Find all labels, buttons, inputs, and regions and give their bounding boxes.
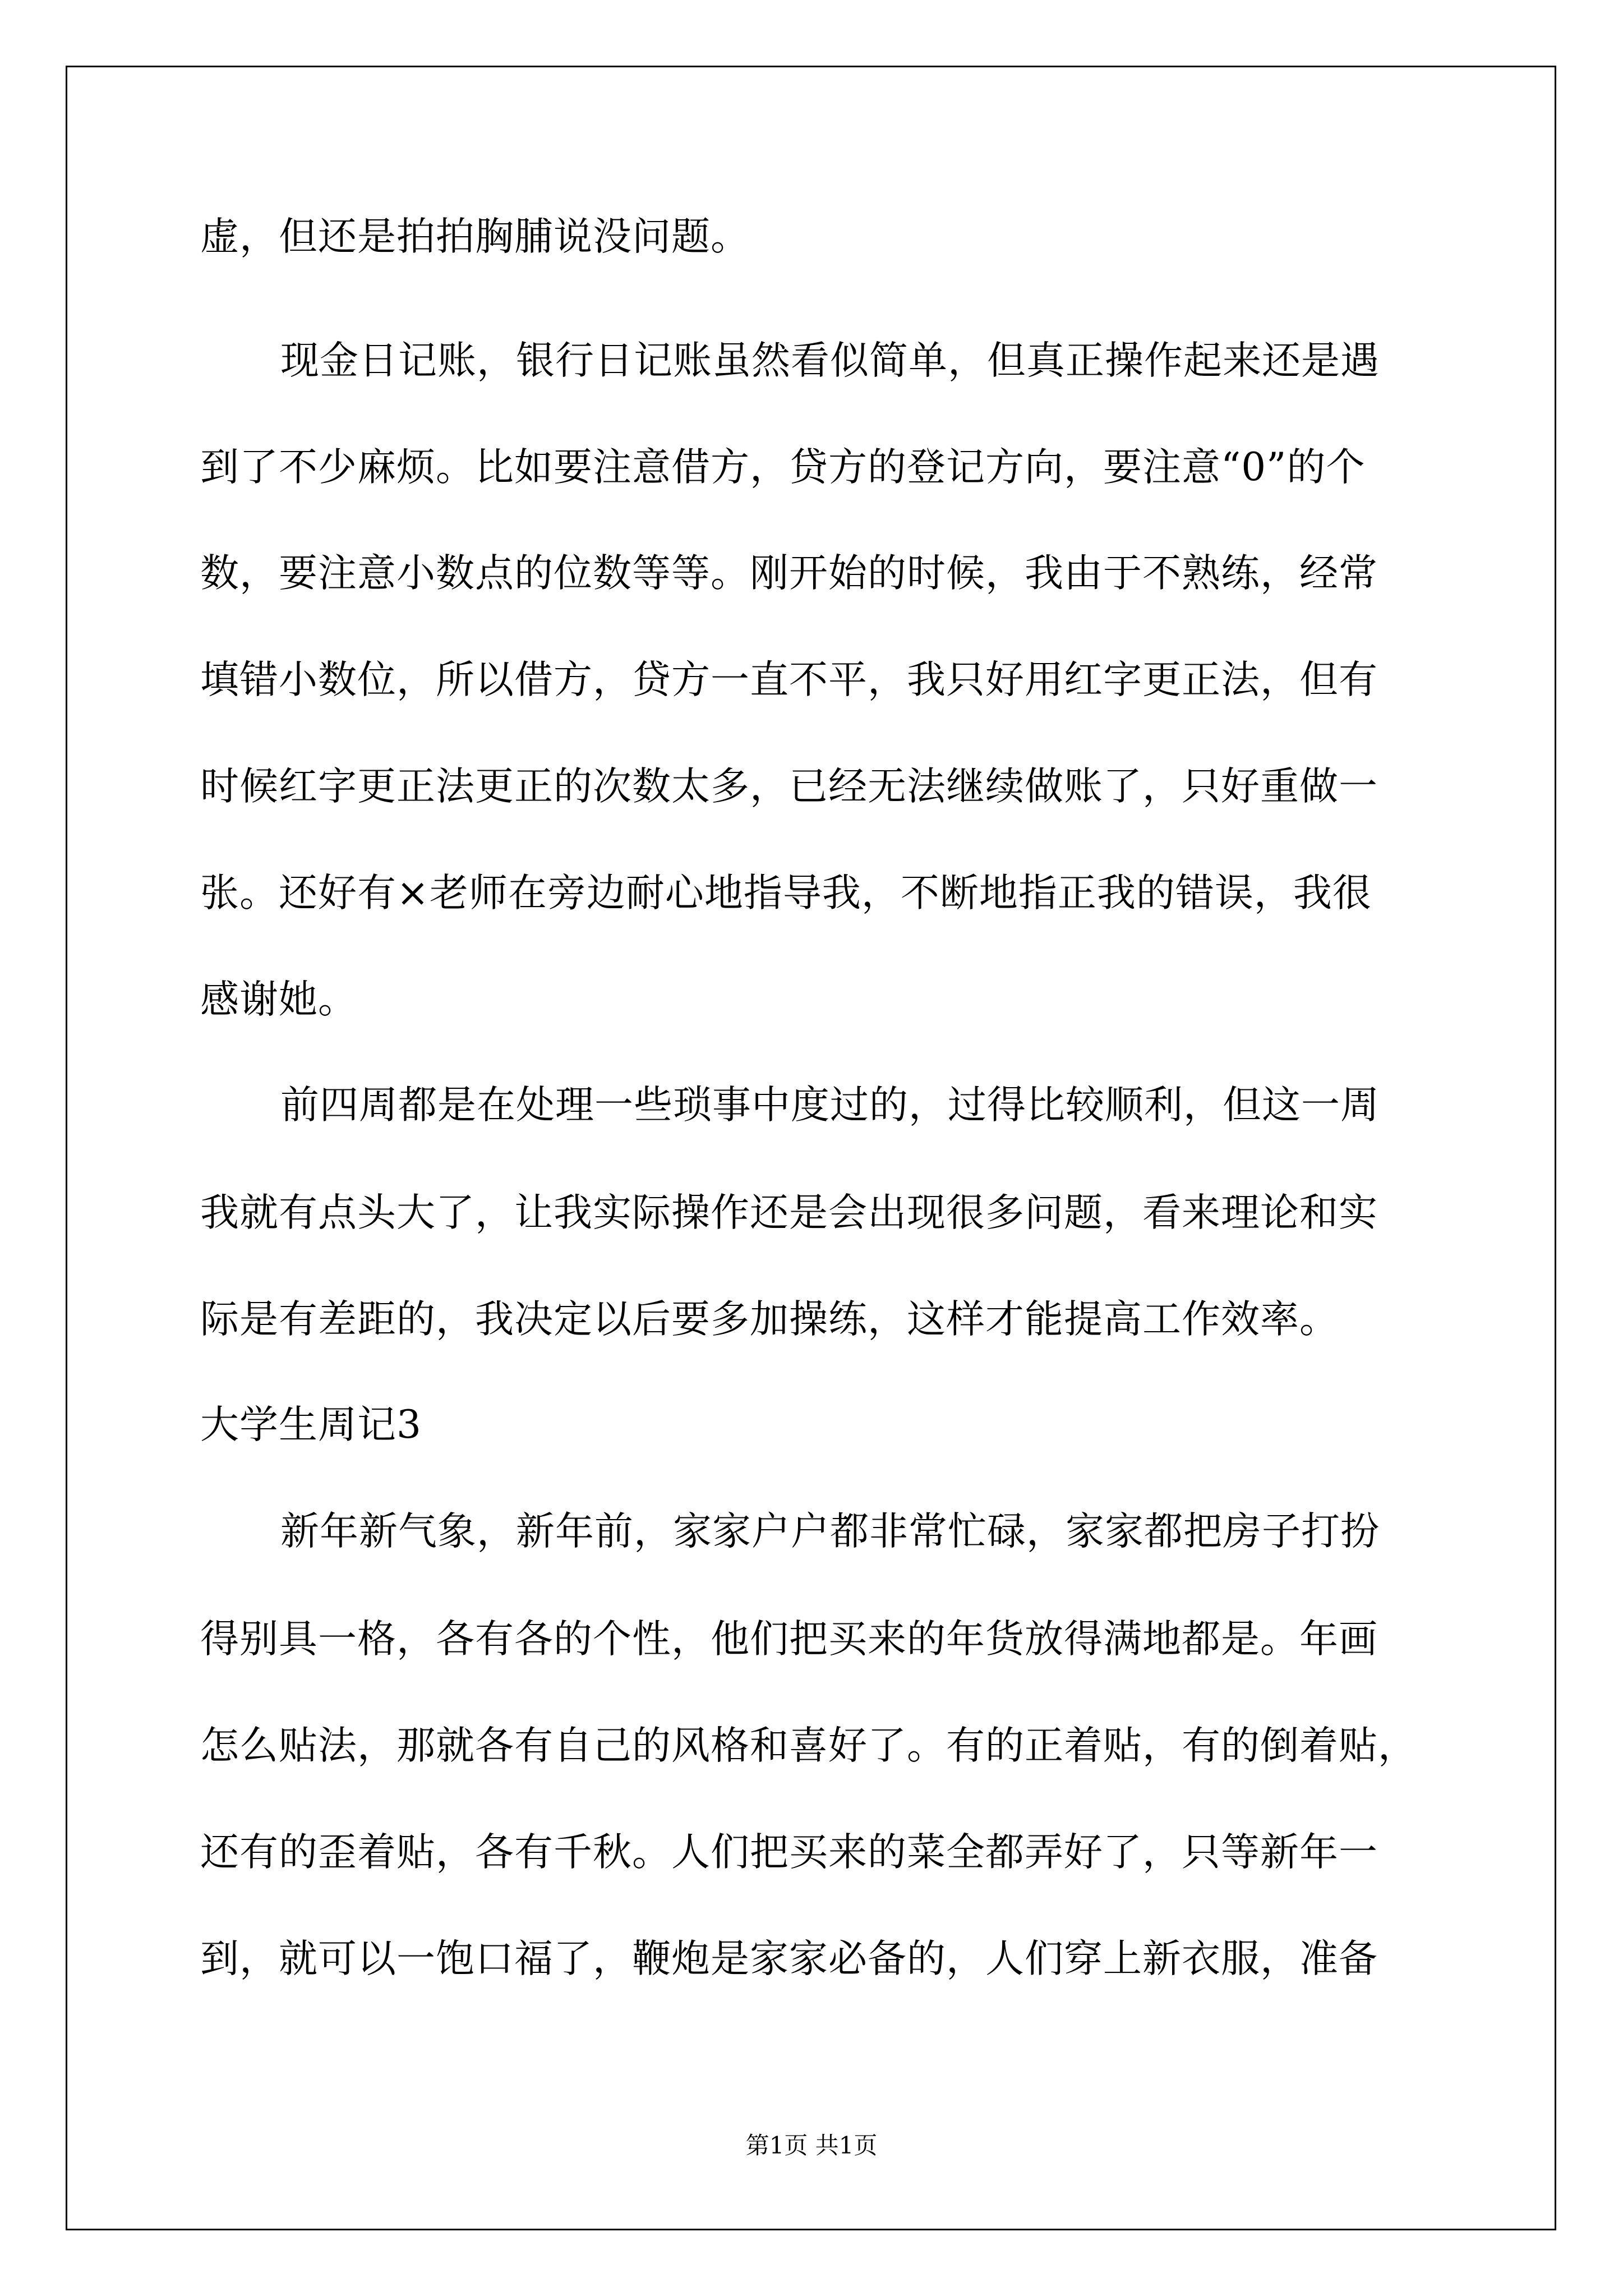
text-line: 怎么贴法，那就各有自己的风格和喜好了。有的正着贴，有的倒着贴， bbox=[200, 1723, 1417, 1768]
text-line: 数，要注意小数点的位数等等。刚开始的时候，我由于不熟练，经常 bbox=[200, 551, 1378, 596]
page-border bbox=[66, 66, 1556, 2230]
text-line: 张。还好有×老师在旁边耐心地指导我，不断地指正我的错误，我很 bbox=[200, 871, 1372, 915]
text-line: 得别具一格，各有各的个性，他们把买来的年货放得满地都是。年画 bbox=[200, 1617, 1378, 1662]
text-line: 虚，但还是拍拍胸脯说没问题。 bbox=[200, 214, 750, 259]
text-line: 现金日记账，银行日记账虽然看似简单，但真正操作起来还是遇 bbox=[280, 338, 1380, 383]
text-line: 新年新气象，新年前，家家户户都非常忙碌，家家都把房子打扮 bbox=[280, 1509, 1380, 1554]
text-line: 时候红字更正法更正的次数太多，已经无法继续做账了，只好重做一 bbox=[200, 764, 1378, 809]
text-line: 到了不少麻烦。比如要注意借方，贷方的登记方向，要注意“0”的个 bbox=[200, 445, 1366, 490]
text-line: 我就有点头大了，让我实际操作还是会出现很多问题，看来理论和实 bbox=[200, 1190, 1378, 1235]
text-line: 到，就可以一饱口福了，鞭炮是家家必备的，人们穿上新衣服，准备 bbox=[200, 1936, 1378, 1981]
text-line: 前四周都是在处理一些琐事中度过的，过得比较顺利，但这一周 bbox=[280, 1083, 1380, 1128]
text-line: 际是有差距的，我决定以后要多加操练，这样才能提高工作效率。 bbox=[200, 1297, 1339, 1342]
text-line: 还有的歪着贴，各有千秋。人们把买来的菜全都弄好了，只等新年一 bbox=[200, 1830, 1378, 1875]
page-number: 第1页 共1页 bbox=[745, 2132, 878, 2159]
section-heading: 大学生周记3 bbox=[200, 1402, 422, 1447]
text-line: 填错小数位，所以借方，贷方一直不平，我只好用红字更正法，但有 bbox=[200, 657, 1378, 702]
text-line: 感谢她。 bbox=[200, 977, 357, 1022]
